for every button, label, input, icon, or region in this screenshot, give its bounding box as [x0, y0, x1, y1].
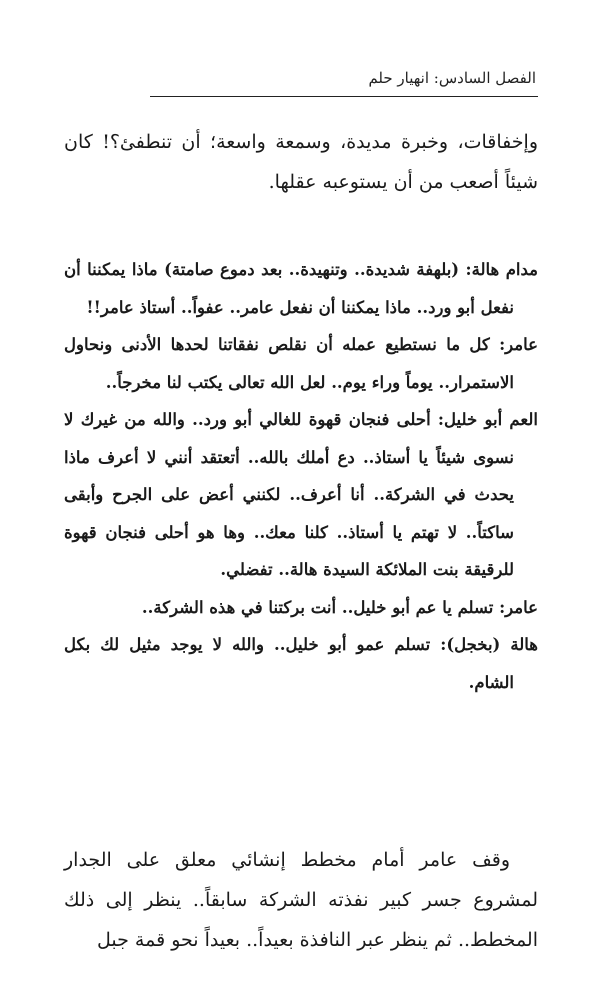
intro-paragraph-text: وإخفاقات، وخبرة مديدة، وسمعة واسعة؛ أن تنطفئ؟! كان شيئاً أصعب من أن يستوعبه عقلها.	[64, 131, 538, 193]
dialogue-line: عامر: كل ما نستطيع عمله أن نقلص نفقاتنا لحدها الأدنى ونحاول الاستمرار.. يوماً وراء يوم.. لعل الله تعالى يكتب لنا مخرجاً..	[64, 335, 538, 392]
dialogue-line: مدام هالة: (بلهفة شديدة.. وتنهيدة.. بعد دموع صامتة) ماذا يمكننا أن نفعل أبو ورد.. ماذا يمكننا أن نفعل عامر.. عفواً.. أستاذ عامر!!	[64, 260, 538, 317]
dialogue-line: هالة (بخجل): تسلم عمو أبو خليل.. والله لا يوجد مثيل لك بكل الشام.	[64, 635, 538, 692]
intro-paragraph	[64, 122, 538, 202]
header-rule	[150, 96, 538, 97]
dialogue-section	[64, 251, 538, 701]
dialogue-line: العم أبو خليل: أحلى فنجان قهوة للغالي أبو ورد.. والله من غيرك لا نسوى شيئاً يا أستاذ.. دع أملك بالله.. أتعتقد أنني لا أعرف ماذا يحدث في الشركة.. أنا أعرف.. لكنني أعض على الجرح وأبقى ساكتاً.. لا تهتم يا أستاذ.. كلنا معك.. وها هو أحلى فنجان قهوة للرقيقة بنت الملائكة السيدة هالة.. تفضلي.	[64, 410, 538, 579]
closing-paragraph-text: وقف عامر أمام مخطط إنشائي معلق على الجدار لمشروع جسر كبير نفذته الشركة سابقاً.. ينظر إلى ذلك المخطط.. ثم ينظر عبر النافذة بعيداً.. بعيداً نحو قمة جبل	[64, 849, 538, 951]
running-header: الفصل السادس: انهيار حلم	[368, 69, 536, 87]
closing-paragraph	[64, 840, 538, 960]
dialogue-line: عامر: تسلم يا عم أبو خليل.. أنت بركتنا في هذه الشركة..	[141, 597, 538, 617]
